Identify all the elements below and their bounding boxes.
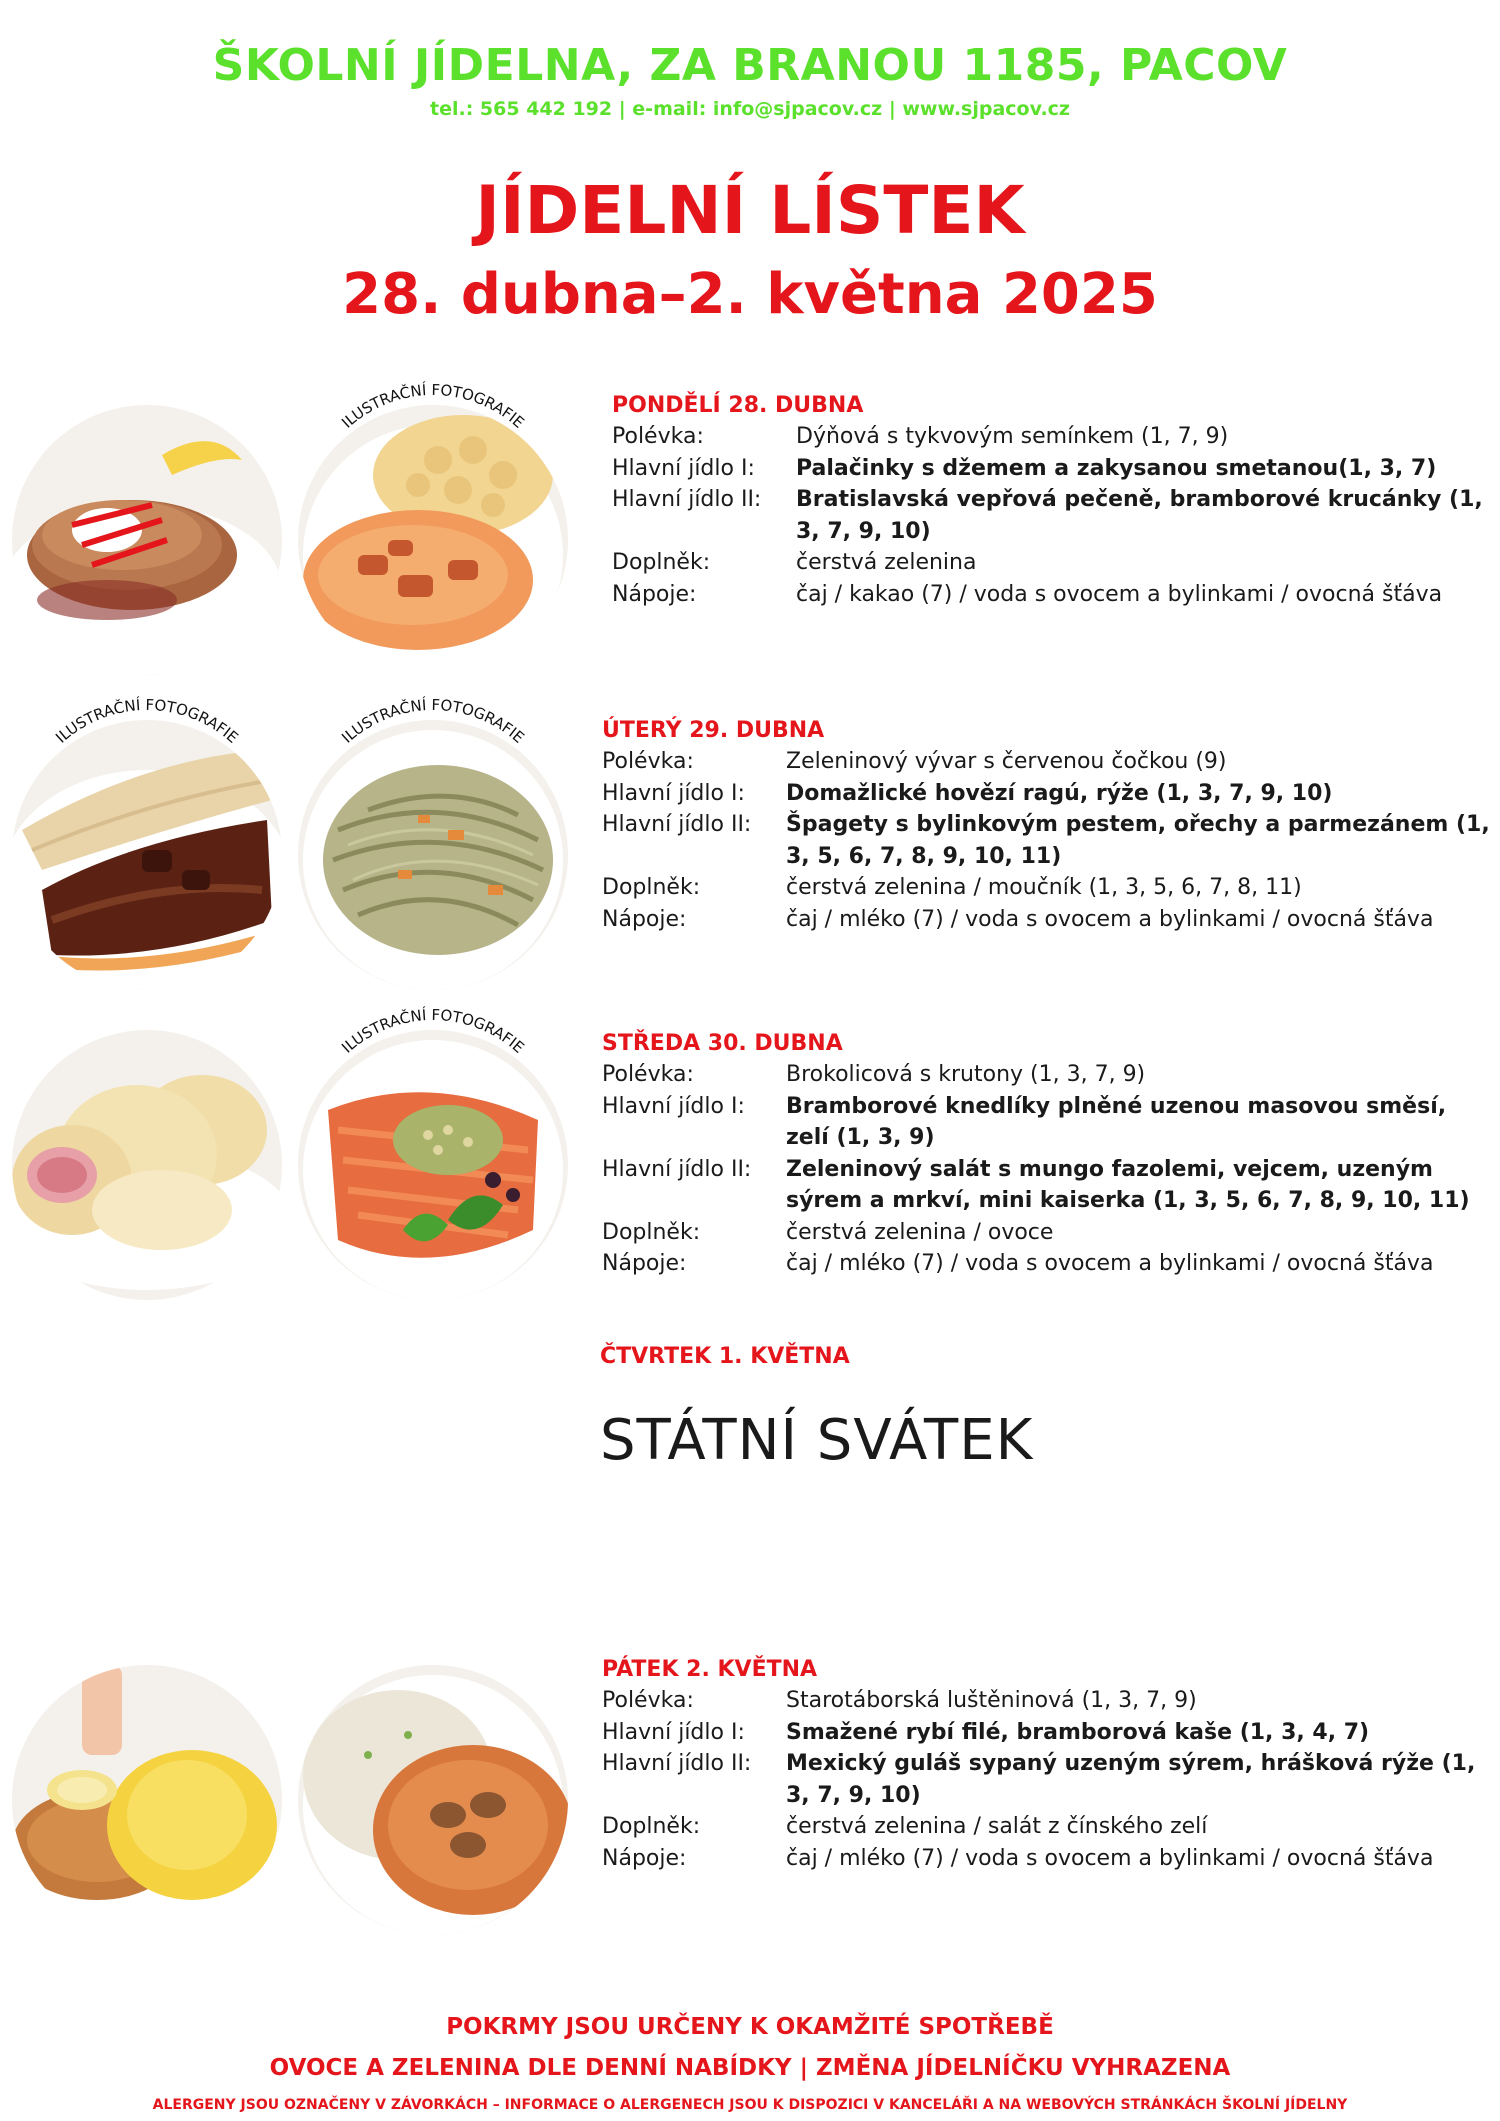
row-label: Hlavní jídlo I: <box>602 1719 745 1745</box>
menu-row-soup <box>612 421 1500 453</box>
row-label: Hlavní jídlo I: <box>612 455 755 481</box>
menu-row-main-2 <box>612 484 1500 547</box>
row-value: Palačinky s džemem a zakysanou smetanou(1, 3, 7) <box>796 455 1437 481</box>
row-label: Hlavní jídlo I: <box>602 780 745 806</box>
holiday-notice: STÁTNÍ SVÁTEK <box>600 1408 1034 1473</box>
school-name: ŠKOLNÍ JÍDELNA, ZA BRANOU 1185, PACOV <box>212 40 1288 91</box>
menu-row-main-1 <box>602 1091 1492 1154</box>
row-label: Nápoje: <box>602 1845 687 1871</box>
row-label: Hlavní jídlo I: <box>602 1093 745 1119</box>
row-label: Doplněk: <box>602 1814 701 1839</box>
day-title: PONDĚLÍ 28. DUBNA <box>612 393 864 418</box>
fish-fillet-photo <box>12 1665 282 1935</box>
row-label: Polévka: <box>602 749 694 774</box>
menu-row-main-2 <box>602 1154 1492 1217</box>
menu-row-drinks <box>602 1843 1492 1875</box>
menu-row-soup <box>602 1059 1492 1091</box>
menu-dates: 28. dubna–2. května 2025 <box>342 262 1158 327</box>
row-label: Doplněk: <box>602 875 701 900</box>
day-title: PÁTEK 2. KVĚTNA <box>602 1657 818 1682</box>
menu-row-main-1 <box>602 1717 1492 1749</box>
row-value: čaj / mléko (7) / voda s ovocem a bylinkami / ovocná šťáva <box>786 906 1434 932</box>
svg-text:ILUSTRAČNÍ FOTOGRAFIE: ILUSTRAČNÍ FOTOGRAFIE <box>338 695 528 747</box>
row-value: Mexický guláš sypaný uzeným sýrem, hrášková rýže (1, 3, 7, 9, 10) <box>786 1751 1476 1808</box>
row-value: čerstvá zelenina <box>796 550 977 575</box>
row-value: Smažené rybí filé, bramborová kaše (1, 3, 4, 7) <box>786 1719 1370 1745</box>
menu-row-soup <box>602 1685 1492 1717</box>
svg-text:ILUSTRAČNÍ FOTOGRAFIE: ILUSTRAČNÍ FOTOGRAFIE <box>338 1005 528 1057</box>
row-label: Polévka: <box>612 424 704 449</box>
day-friday <box>602 1654 1492 1874</box>
row-value: Bramborové knedlíky plněné uzenou masovou směsí, zelí (1, 3, 9) <box>786 1093 1447 1150</box>
row-value: Dýňová s tykvovým semínkem (1, 7, 9) <box>796 424 1229 449</box>
footer-allergens-note: ALERGENY JSOU OZNAČENY V ZÁVORKÁCH – INFORMACE O ALERGENECH JSOU K DISPOZICI V KANCELÁŘI A NA WEBOVÝCH STRÁNKÁCH ŠKOLNÍ JÍDELNY <box>152 2097 1348 2113</box>
menu-row-side <box>602 872 1492 904</box>
photo-caption-tuesday-2 <box>283 685 583 985</box>
row-label: Polévka: <box>602 1062 694 1087</box>
day-monday <box>612 390 1500 610</box>
row-value: čerstvá zelenina / salát z čínského zelí <box>786 1814 1208 1839</box>
menu-title: JÍDELNÍ LÍSTEK <box>475 172 1025 249</box>
menu-row-soup <box>602 746 1492 778</box>
contact-line: tel.: 565 442 192 | e-mail: info@sjpacov.cz | www.sjpacov.cz <box>430 98 1070 120</box>
day-tuesday <box>602 715 1492 935</box>
row-value: čaj / mléko (7) / voda s ovocem a bylinkami / ovocná šťáva <box>786 1251 1434 1276</box>
day-title-thursday: ČTVRTEK 1. KVĚTNA <box>600 1344 850 1369</box>
menu-row-drinks <box>612 579 1500 611</box>
row-value: Zeleninový vývar s červenou čočkou (9) <box>786 749 1227 774</box>
pancakes-photo <box>12 405 282 675</box>
row-value: čaj / mléko (7) / voda s ovocem a bylinkami / ovocná šťáva <box>786 1845 1434 1871</box>
row-value: Špagety s bylinkovým pestem, ořechy a parmezánem (1, 3, 5, 6, 7, 8, 9, 10, 11) <box>786 812 1490 869</box>
menu-row-side <box>612 547 1500 579</box>
row-value: Starotáborská luštěninová (1, 3, 7, 9) <box>786 1688 1197 1713</box>
row-label: Nápoje: <box>602 1251 687 1276</box>
day-wednesday <box>602 1028 1492 1280</box>
menu-row-main-1 <box>612 453 1500 485</box>
photo-caption-monday <box>283 370 583 670</box>
row-label: Nápoje: <box>602 906 687 932</box>
svg-text:ILUSTRAČNÍ FOTOGRAFIE: ILUSTRAČNÍ FOTOGRAFIE <box>338 380 528 432</box>
row-value: Domažlické hovězí ragú, rýže (1, 3, 7, 9, 10) <box>786 780 1333 806</box>
row-label: Hlavní jídlo II: <box>602 1156 752 1182</box>
photo-caption-wednesday <box>283 995 583 1295</box>
row-label: Hlavní jídlo II: <box>602 1751 752 1776</box>
row-label: Doplněk: <box>602 1219 701 1245</box>
menu-row-main-2 <box>602 1748 1492 1811</box>
footer-changes-note: OVOCE A ZELENINA DLE DENNÍ NABÍDKY | ZMĚNA JÍDELNÍČKU VYHRAZENA <box>269 2055 1231 2081</box>
row-label: Hlavní jídlo II: <box>612 487 762 512</box>
row-value: čaj / kakao (7) / voda s ovocem a bylinkami / ovocná šťáva <box>796 581 1443 607</box>
day-title: STŘEDA 30. DUBNA <box>602 1031 843 1056</box>
menu-row-drinks <box>602 904 1492 936</box>
menu-row-main-1 <box>602 778 1492 810</box>
row-value: čerstvá zelenina / ovoce <box>786 1219 1054 1245</box>
menu-row-main-2 <box>602 809 1492 872</box>
mexican-goulash-photo <box>298 1665 568 1935</box>
row-label: Doplněk: <box>612 550 711 575</box>
photo-caption-tuesday-1 <box>0 685 297 985</box>
potato-dumplings-photo <box>12 1030 282 1300</box>
menu-row-side <box>602 1811 1492 1843</box>
row-value: Zeleninový salát s mungo fazolemi, vejcem, uzeným sýrem a mrkví, mini kaiserka (1, 3, 5, 6, 7, 8, 9, 10, 11) <box>786 1156 1470 1213</box>
day-title: ÚTERÝ 29. DUBNA <box>602 718 825 743</box>
row-label: Nápoje: <box>612 581 697 607</box>
menu-row-side <box>602 1217 1492 1249</box>
row-label: Polévka: <box>602 1688 694 1713</box>
row-value: Brokolicová s krutony (1, 3, 7, 9) <box>786 1062 1146 1087</box>
row-value: čerstvá zelenina / moučník (1, 3, 5, 6, 7, 8, 11) <box>786 875 1302 900</box>
svg-text:ILUSTRAČNÍ FOTOGRAFIE: ILUSTRAČNÍ FOTOGRAFIE <box>52 695 242 747</box>
footer-consumption-note: POKRMY JSOU URČENY K OKAMŽITÉ SPOTŘEBĚ <box>446 2014 1054 2040</box>
row-label: Hlavní jídlo II: <box>602 812 752 837</box>
menu-row-drinks <box>602 1248 1492 1280</box>
row-value: Bratislavská vepřová pečeně, bramborové krucánky (1, 3, 7, 9, 10) <box>796 487 1483 544</box>
